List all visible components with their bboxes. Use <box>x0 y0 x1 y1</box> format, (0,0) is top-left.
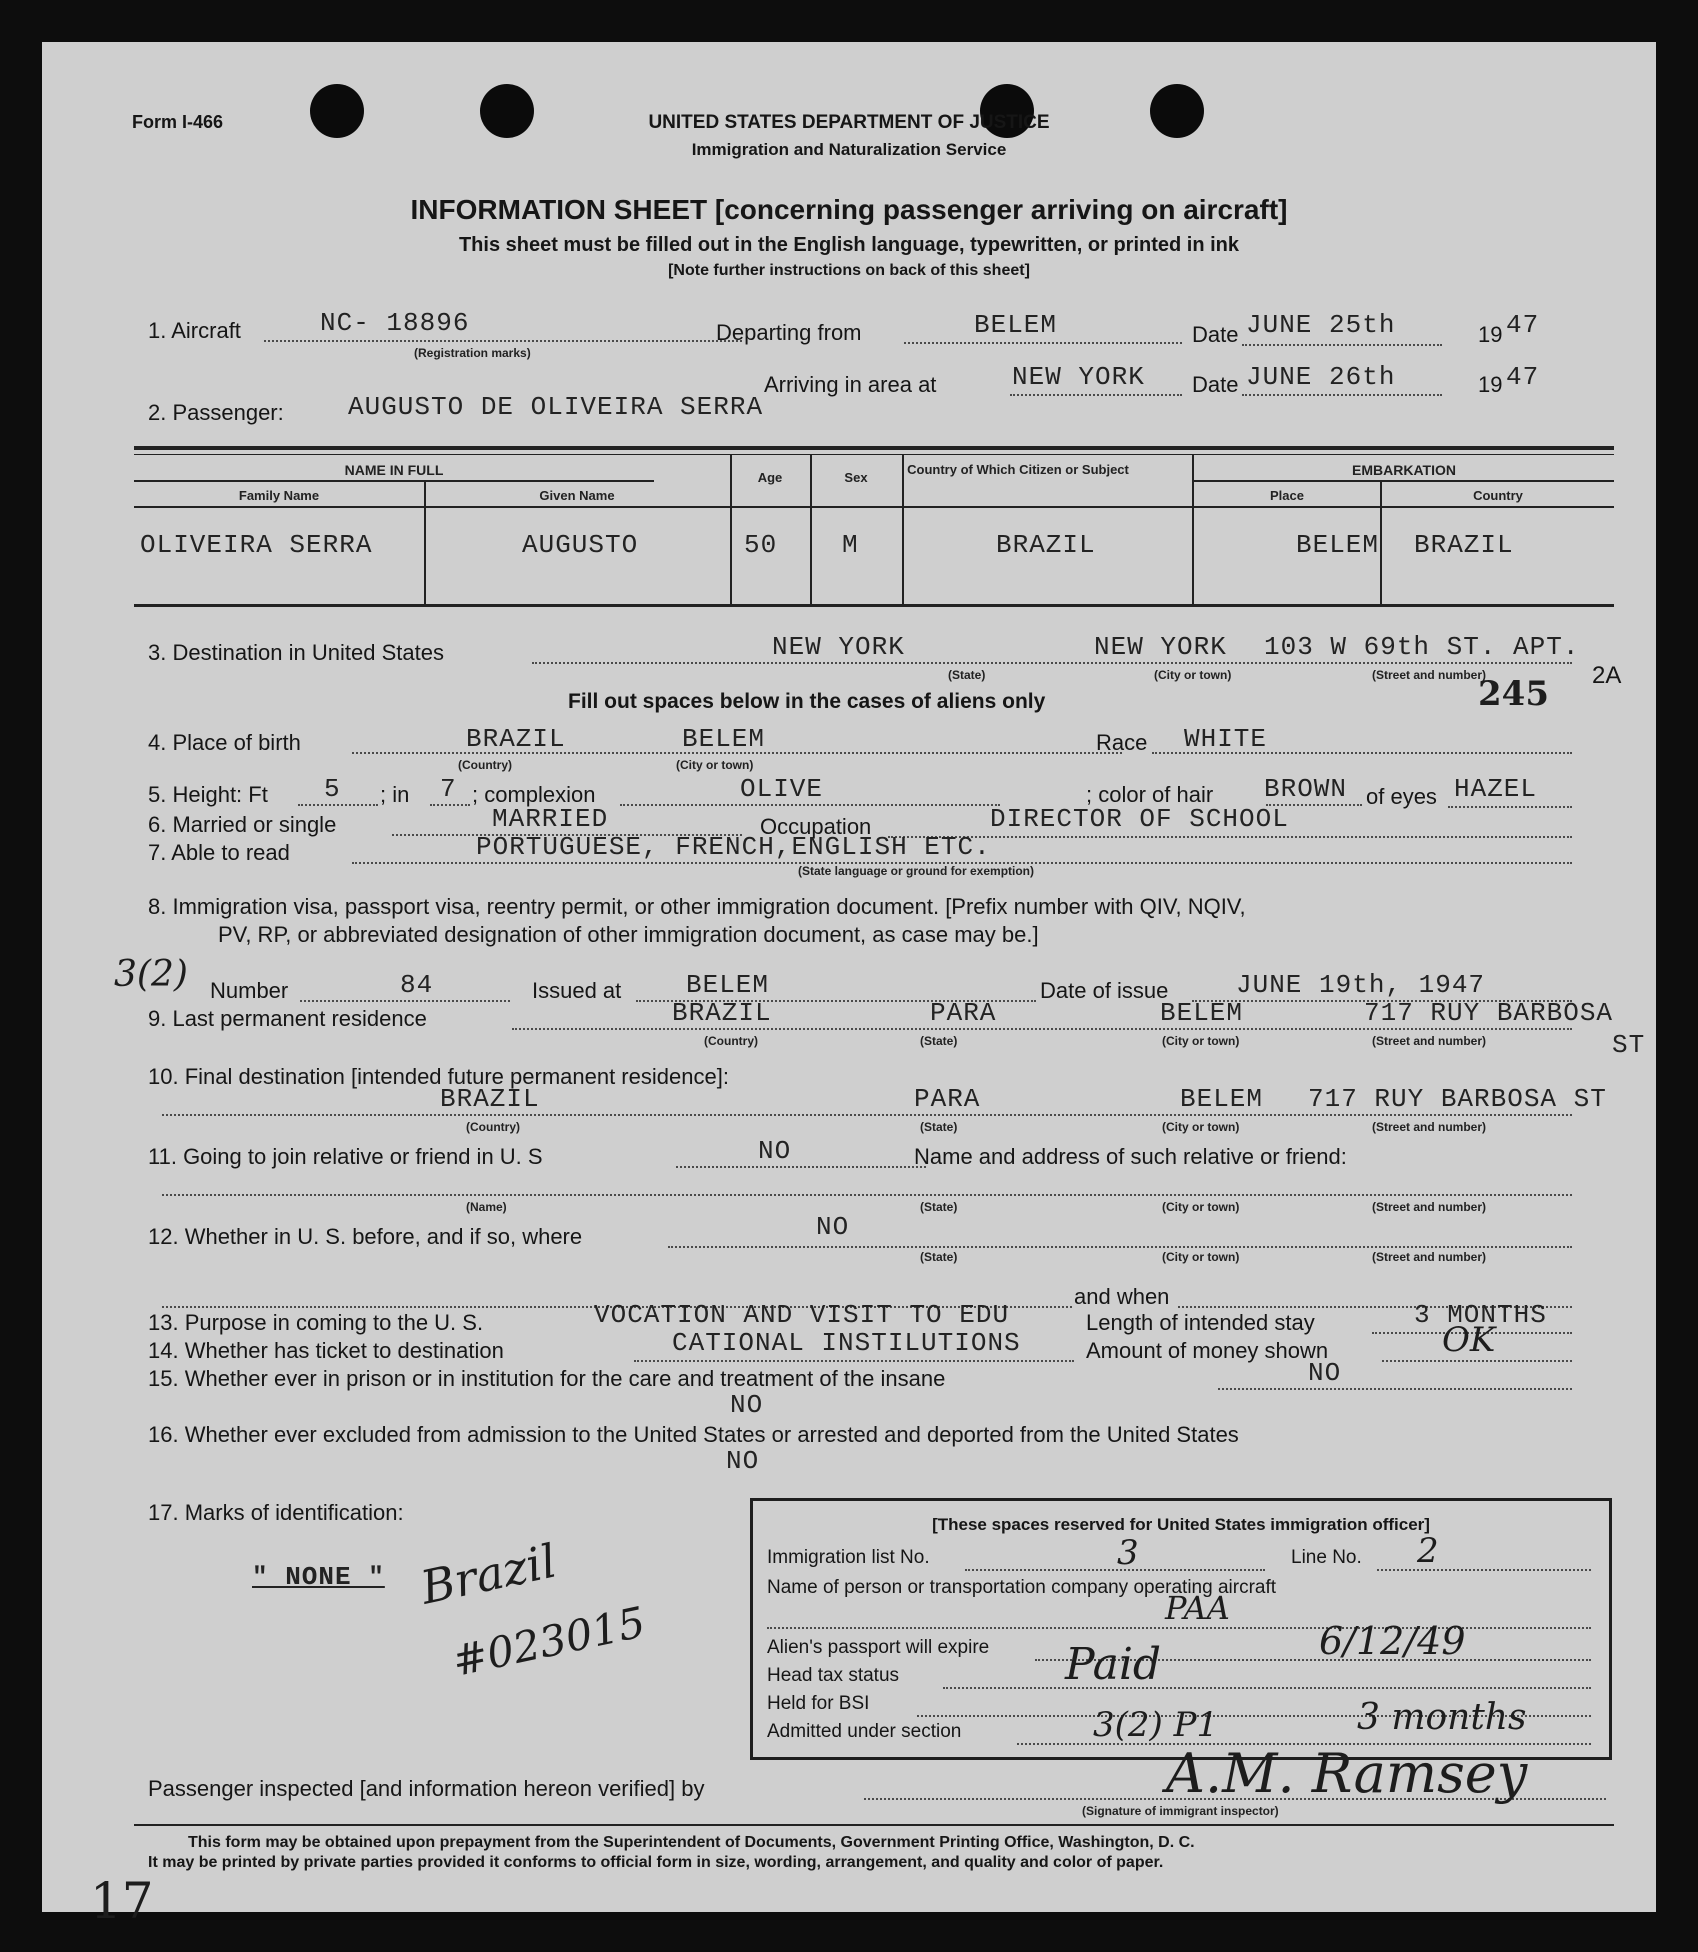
place-header: Place <box>1270 488 1304 503</box>
destination-street[interactable]: 103 W 69th ST. APT. <box>1264 632 1580 662</box>
destination-state[interactable]: NEW YORK <box>772 632 905 662</box>
complexion-value[interactable]: OLIVE <box>740 774 824 804</box>
prison-label: 15. Whether ever in prison or in institution for the care and treatment of the insane <box>148 1366 946 1391</box>
prison-value-2[interactable]: NO <box>730 1390 764 1420</box>
passenger-value[interactable]: AUGUSTO DE OLIVEIRA SERRA <box>348 392 764 422</box>
arrival-year-prefix: 19 <box>1478 372 1503 397</box>
cap-visit-state: (State) <box>920 1250 958 1264</box>
final-street[interactable]: 717 RUY BARBOSA ST <box>1308 1084 1607 1114</box>
form-note: [Note further instructions on back of this sheet] <box>668 262 1030 279</box>
cap-res-state: (State) <box>920 1034 958 1048</box>
given-name-header: Given Name <box>539 488 615 503</box>
given-name-value[interactable]: AUGUSTO <box>522 530 639 560</box>
purpose-label: 13. Purpose in coming to the U. S. <box>148 1310 484 1335</box>
family-name-header: Family Name <box>238 488 320 503</box>
sex-value[interactable]: M <box>842 530 859 560</box>
handwritten-number: #023015 <box>448 1597 650 1686</box>
issued-at-label: Issued at <box>532 978 622 1003</box>
birth-country[interactable]: BRAZIL <box>466 724 566 754</box>
read-caption: (State language or ground for exemption) <box>798 864 1035 878</box>
arriving-label: Arriving in area at <box>764 372 937 397</box>
occupation-label: Occupation <box>760 814 872 839</box>
destination-apt-note: 245 <box>1478 674 1549 714</box>
admitted-value[interactable]: 3(2) P1 <box>1093 1705 1219 1745</box>
prison-value[interactable]: NO <box>1308 1358 1342 1388</box>
age-value[interactable]: 50 <box>744 530 778 560</box>
admitted-duration[interactable]: 3 months <box>1357 1697 1527 1738</box>
departure-year[interactable]: 47 <box>1506 310 1540 340</box>
footer-line-1: This form may be obtained upon prepayment from the Superintendent of Documents, Government Printing Office, Washington, D. C. <box>188 1834 1195 1851</box>
relative-address-label: Name and address of such relative or friend: <box>914 1144 1347 1169</box>
date-label: Date <box>1192 322 1239 347</box>
cap-city: (City or town) <box>1154 668 1232 682</box>
visa-number-value[interactable]: 84 <box>400 970 434 1000</box>
signature-caption: (Signature of immigrant inspector) <box>1082 1804 1279 1818</box>
operator-label: Name of person or transportation company operating aircraft <box>767 1577 1277 1598</box>
handwritten-country: Brazil <box>416 1533 562 1615</box>
operator-value[interactable]: PAA <box>1165 1589 1230 1627</box>
cap-res-city: (City or town) <box>1162 1034 1240 1048</box>
cap-final-country: (Country) <box>466 1120 520 1134</box>
cap-res-country: (Country) <box>704 1034 758 1048</box>
cap-relative-street: (Street and number) <box>1372 1200 1487 1214</box>
year-prefix: 19 <box>1478 322 1503 347</box>
when-label: and when <box>1074 1284 1170 1309</box>
officer-section <box>750 1498 1612 1760</box>
embarkation-header: EMBARKATION <box>1352 462 1456 478</box>
cap-relative-city: (City or town) <box>1162 1200 1240 1214</box>
excluded-label: 16. Whether ever excluded from admission to the United States or arrested and deported from the United States <box>148 1422 1239 1447</box>
complexion-label: ; complexion <box>472 782 596 807</box>
aircraft-label: 1. Aircraft <box>148 318 241 343</box>
join-relative-value[interactable]: NO <box>758 1136 792 1166</box>
last-residence-street[interactable]: 717 RUY BARBOSA <box>1364 998 1614 1028</box>
height-in-label: ; in <box>380 782 410 807</box>
footer-line-2: It may be printed by private parties provided it conforms to official form in size, wording, arrangement, and quality and color of paper. <box>148 1854 1164 1871</box>
height-in[interactable]: 7 <box>440 774 457 804</box>
final-state[interactable]: PARA <box>914 1084 981 1114</box>
cap-birth-city: (City or town) <box>676 758 754 772</box>
form-title: INFORMATION SHEET [concerning passenger arriving on aircraft] <box>410 194 1288 225</box>
hair-value[interactable]: BROWN <box>1264 774 1348 804</box>
headtax-label: Head tax status <box>767 1665 900 1686</box>
excluded-value[interactable]: NO <box>726 1446 760 1476</box>
previous-visit-label: 12. Whether in U. S. before, and if so, where <box>148 1224 583 1249</box>
occupation-value[interactable]: DIRECTOR OF SCHOOL <box>990 804 1289 834</box>
stay-label: Length of intended stay <box>1086 1310 1315 1335</box>
bsi-label: Held for BSI <box>767 1693 870 1714</box>
arriving-value[interactable]: NEW YORK <box>1012 362 1145 392</box>
cap-street: (Street and number) <box>1372 668 1487 682</box>
join-relative-label: 11. Going to join relative or friend in U. S <box>148 1144 543 1169</box>
read-label: 7. Able to read <box>148 840 290 865</box>
cap-visit-street: (Street and number) <box>1372 1250 1487 1264</box>
country-header: Country <box>1473 488 1523 503</box>
arrival-year[interactable]: 47 <box>1506 362 1540 392</box>
departing-label: Departing from <box>716 320 862 345</box>
family-name-value[interactable]: OLIVEIRA SERRA <box>140 530 373 560</box>
visa-label-line1: 8. Immigration visa, passport visa, reentry permit, or other immigration document. [Prefix number with QIV, NQIV, <box>148 894 1246 919</box>
embark-place-value[interactable]: BELEM <box>1296 530 1380 560</box>
destination-apt[interactable]: 2A <box>1592 662 1622 689</box>
previous-visit-value[interactable]: NO <box>816 1212 850 1242</box>
visa-label-line2: PV, RP, or abbreviated designation of other immigration document, as case may be.] <box>218 922 1039 947</box>
final-country[interactable]: BRAZIL <box>440 1084 540 1114</box>
embark-country-value[interactable]: BRAZIL <box>1414 530 1514 560</box>
cap-final-state: (State) <box>920 1120 958 1134</box>
citizen-value[interactable]: BRAZIL <box>996 530 1096 560</box>
form-page <box>42 42 1656 1930</box>
admitted-label: Admitted under section <box>767 1721 962 1742</box>
final-city[interactable]: BELEM <box>1180 1084 1264 1114</box>
destination-label: 3. Destination in United States <box>148 640 444 665</box>
ticket-value[interactable]: CATIONAL INSTILUTIONS <box>672 1328 1021 1358</box>
list-no-label: Immigration list No. <box>767 1547 930 1568</box>
purpose-value[interactable]: VOCATION AND VISIT TO EDU <box>594 1300 1010 1330</box>
cap-visit-city: (City or town) <box>1162 1250 1240 1264</box>
destination-city[interactable]: NEW YORK <box>1094 632 1227 662</box>
arrival-date[interactable]: JUNE 26th <box>1246 362 1396 392</box>
last-residence-label: 9. Last permanent residence <box>148 1006 427 1031</box>
issue-date-label: Date of issue <box>1040 978 1169 1003</box>
cap-relative-name: (Name) <box>466 1200 507 1214</box>
race-value[interactable]: WHITE <box>1184 724 1268 754</box>
arrival-date-label: Date <box>1192 372 1239 397</box>
inspected-label: Passenger inspected [and information hereon verified] by <box>148 1776 705 1801</box>
final-destination-label: 10. Final destination [intended future permanent residence]: <box>148 1064 729 1089</box>
officer-title: [These spaces reserved for United States immigration officer] <box>932 1515 1430 1534</box>
last-residence-state[interactable]: PARA <box>930 998 997 1028</box>
height-ft[interactable]: 5 <box>324 774 341 804</box>
registration-caption: (Registration marks) <box>414 346 531 360</box>
marital-label: 6. Married or single <box>148 812 337 837</box>
hair-label: ; color of hair <box>1086 782 1214 807</box>
cap-res-street: (Street and number) <box>1372 1034 1487 1048</box>
race-label: Race <box>1096 730 1148 755</box>
cap-relative-state: (State) <box>920 1200 958 1214</box>
ticket-label: 14. Whether has ticket to destination <box>148 1338 504 1363</box>
read-value[interactable]: PORTUGUESE, FRENCH,ENGLISH ETC. <box>476 832 991 862</box>
visa-number-label: Number <box>210 978 289 1003</box>
aircraft-value[interactable]: NC- 18896 <box>320 308 470 338</box>
expire-label: Alien's passport will expire <box>767 1637 990 1658</box>
money-label: Amount of money shown <box>1086 1338 1329 1363</box>
line-no-label: Line No. <box>1291 1547 1362 1568</box>
name-in-full-header: NAME IN FULL <box>344 462 444 478</box>
form-instruction: This sheet must be filled out in the English language, typewritten, or printed in ink <box>458 234 1240 256</box>
list-no-value[interactable]: 3 <box>1117 1533 1139 1573</box>
inspector-signature: A.M. Ramsey <box>1166 1742 1528 1805</box>
stay-value[interactable]: 3 MONTHS <box>1414 1300 1547 1330</box>
age-header: Age <box>757 470 783 485</box>
issued-at-value[interactable]: BELEM <box>686 970 770 1000</box>
height-label: 5. Height: Ft <box>148 782 268 807</box>
aliens-only-note: Fill out spaces below in the cases of aliens only <box>568 690 1046 713</box>
line-no-value[interactable]: 2 <box>1417 1531 1439 1571</box>
marks-label: 17. Marks of identification: <box>148 1500 404 1525</box>
cap-birth-country: (Country) <box>458 758 512 772</box>
eyes-label: of eyes <box>1366 784 1437 809</box>
last-residence-street-cont[interactable]: ST <box>1612 1030 1646 1060</box>
last-residence-country[interactable]: BRAZIL <box>672 998 772 1028</box>
passenger-label: 2. Passenger: <box>148 400 284 425</box>
marital-value[interactable]: MARRIED <box>492 804 609 834</box>
headtax-value[interactable]: Paid <box>1065 1639 1162 1690</box>
money-value[interactable]: OK <box>1442 1320 1496 1360</box>
cap-final-street: (Street and number) <box>1372 1120 1487 1134</box>
expire-value[interactable]: 6/12/49 <box>1319 1619 1466 1663</box>
sex-header: Sex <box>844 470 868 485</box>
department-name: UNITED STATES DEPARTMENT OF JUSTICE <box>648 112 1050 133</box>
departure-date[interactable]: JUNE 25th <box>1246 310 1396 340</box>
visa-prefix-handwritten: 3(2) <box>114 954 188 995</box>
last-residence-city[interactable]: BELEM <box>1160 998 1244 1028</box>
birth-city[interactable]: BELEM <box>682 724 766 754</box>
departing-value[interactable]: BELEM <box>974 310 1058 340</box>
corner-mark: 17 <box>90 1872 154 1930</box>
cap-final-city: (City or town) <box>1162 1120 1240 1134</box>
service-name: Immigration and Naturalization Service <box>691 140 1007 159</box>
birthplace-label: 4. Place of birth <box>148 730 301 755</box>
issue-date-value[interactable]: JUNE 19th, 1947 <box>1236 970 1486 1000</box>
citizen-country-header: Country of Which Citizen or Subject <box>907 462 1129 477</box>
cap-state: (State) <box>948 668 986 682</box>
eyes-value[interactable]: HAZEL <box>1454 774 1538 804</box>
form-id: Form I-466 <box>132 112 224 132</box>
marks-value[interactable]: " NONE " <box>252 1562 385 1592</box>
